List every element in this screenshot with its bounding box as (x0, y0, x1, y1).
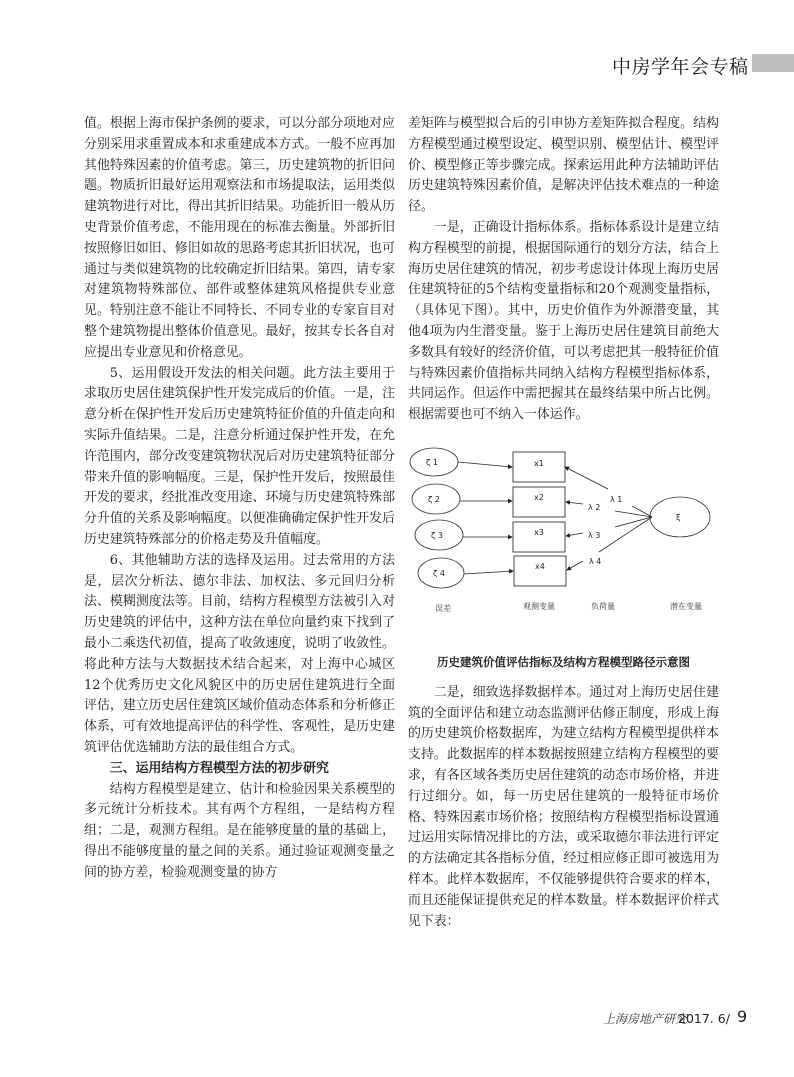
section-heading: 三、运用结构方程模型方法的初步研究 (109, 760, 329, 776)
observed-node-1 (513, 452, 565, 482)
paragraph: 一是，正确设计指标体系。指标体系设计是建立结构方程模型的前提，根据国际通行的划分方法，结合上海历史居住建筑的情况，初步考虑设计体现上海历史居住建筑特征的5个结构变量指标和20个观测变量指标，（具体见下图）。其中，历史价值作为外源潜变量，其他4项为内生潜变量。鉴于上海历史居住建筑目前绝大多数具有较好的经济价值，可以考虑把其一般特征价值与特殊因素价值指标共同纳入结构方程模型指标体系，共同运作。但运作中需把握其在最终结果中所占比例。根据需要也可不纳入一体运作。 (408, 219, 719, 423)
error-node-1 (410, 448, 458, 476)
latent-node (650, 497, 710, 537)
error-node-4 (418, 558, 464, 588)
column-label-errors: 误差 (435, 603, 451, 613)
observed-label: x1 (534, 458, 544, 468)
paragraph: 值。根据上海市保护条例的要求，可以分部分项地对应分别采用求重置成本和求重建成本方式。一般不应再加其他特殊因素的价值考虑。第三，历史建筑物的折旧问题。物质折旧最好运用观察法和市场提取法，运用类似建筑物进行对比，得出其折旧结果。功能折旧一般从历史背景价值考虑，不能用现在的标准去衡量。外部折旧按照修旧如旧、修旧如故的思路考虑其折旧状况，也可通过与类似建筑物的比较确定折旧结果。第四，请专家对建筑物特殊部位、部件或整体建筑风格提供专业意见。特别注意不能让不同特长、不同专业的专家盲目对整个建筑物提出整体价值意见。最好，按其专长各自对应提出专业意见和价格意见。 (84, 116, 395, 360)
left-column (84, 114, 395, 883)
issue-date: 2017. 6/ (678, 1011, 730, 1026)
header-accent-bar (752, 54, 794, 72)
loading-arrow (567, 561, 583, 570)
error-arrow (458, 462, 512, 467)
error-label: ζ 4 (433, 568, 445, 578)
sem-path-diagram (408, 440, 719, 650)
loading-label: λ 1 (610, 494, 623, 504)
observed-label: x2 (534, 492, 544, 502)
sem-diagram-svg (408, 440, 719, 650)
latent-label: ξ (676, 512, 681, 522)
observed-label: x4 (535, 561, 545, 571)
error-label: ζ 2 (428, 494, 440, 504)
loading-arrow (566, 502, 583, 504)
loading-line (599, 517, 652, 552)
section-header-title: 中房学年会专稿 (612, 56, 749, 78)
loading-line (615, 517, 652, 527)
paragraph: 5、运用假设开发法的相关问题。此方法主要用于求取历史居住建筑保护性开发完成后的价值。一是，注意分析在保护性开发后历史建筑特征价值的升值走向和实际升值结果。二是，注意分析通过保护性开发，在允许范围内，部分改变建筑物状况后对历史建筑特征部分带来升值的影响幅度。三是，保护性开发后，按照最佳开发的要求，经批准改变用途、环境与历史建筑特殊部分升值的关系及影响幅度。以便准确确定保护性开发后历史建筑特殊部分的价格走势及升值幅度。 (84, 365, 395, 547)
journal-logo: 上海房地产研究 (603, 1012, 688, 1026)
observed-node-3 (513, 522, 565, 552)
loading-arrow (566, 533, 583, 536)
error-node-3 (415, 520, 463, 550)
paragraph: 6、其他辅助方法的选择及运用。过去常用的方法是，层次分析法、德尔非法、加权法、多元回归分析法、模糊测度法等。目前，结构方程模型方法被引入对历史建筑的评估中，这种方法在单位向量约束下找到了最小二乘迭代初值，提高了收敛速度，说明了收敛性。将此种方法与大数据技术结合起来，对上海中心城区12个优秀历史文化风貌区中的历史居住建筑进行全面评估，建立历史居住建筑区域价值动态体系和分析修正体系，可有效地提高评估的科学性、客观性，是历史建筑评估优选辅助方法的最佳组合方式。 (84, 552, 395, 755)
observed-label: x3 (534, 527, 544, 537)
paragraph: 二是，细致选择数据样本。通过对上海历史居住建筑的全面评估和建立动态监测评估修正制度，形成上海的历史建筑价格数据库，为建立结构方程模型提供样本支持。此数据库的样本数据按照建立结构方程模型的要求，有各区域各类历史居住建筑的动态市场价格，并进行过细分。如，每一历史居住建筑的一般特征市场价格、特殊因素市场价格；按照结构方程模型指标设置通过运用实际情况排比的方法，或采取德尔菲法进行评定的方法确定其各指标分值，经过相应修正即可被选用为样本。此样本数据库，不仅能够提供符合要求的样本，而且还能保证提供充足的样本数量。样本数据评价样式见下表： (408, 684, 719, 929)
paragraph: 结构方程模型是建立、估计和检验因果关系模型的多元统计分析技术。其有两个方程组，一是结构方程组；二是，观测方程组。是在能够度量的量的基础上，得出不能够度量的量之间的关系。通过验证观测变量之间的协方差，检验观测变量的协方 (84, 781, 395, 880)
observed-node-4 (514, 556, 566, 586)
paragraph: 差矩阵与模型拟合后的引申协方差矩阵拟合程度。结构方程模型通过模型设定、模型识别、模型估计、模型评价、模型修正等步骤完成。探索运用此种方法辅助评估历史建筑特殊因素价值，是解决评估技术难点的一种途径。 (408, 116, 719, 215)
column-label-loadings: 负荷量 (591, 601, 615, 611)
loading-label: λ 2 (588, 502, 601, 512)
loading-label: λ 4 (589, 556, 602, 566)
right-column (408, 114, 719, 932)
error-arrow (464, 571, 513, 574)
error-label: ζ 1 (426, 457, 438, 467)
page-number: 9 (737, 1007, 748, 1026)
column-label-observed: 观测变量 (523, 601, 555, 611)
error-node-2 (412, 484, 460, 514)
column-label-latent: 潜在变量 (670, 601, 702, 611)
loading-label: λ 3 (588, 530, 601, 540)
observed-node-2 (513, 487, 565, 517)
loading-arrow (565, 467, 608, 489)
figure-caption: 历史建筑价值评估指标及结构方程模型路径示意图 (437, 654, 690, 669)
error-label: ζ 3 (431, 530, 443, 540)
